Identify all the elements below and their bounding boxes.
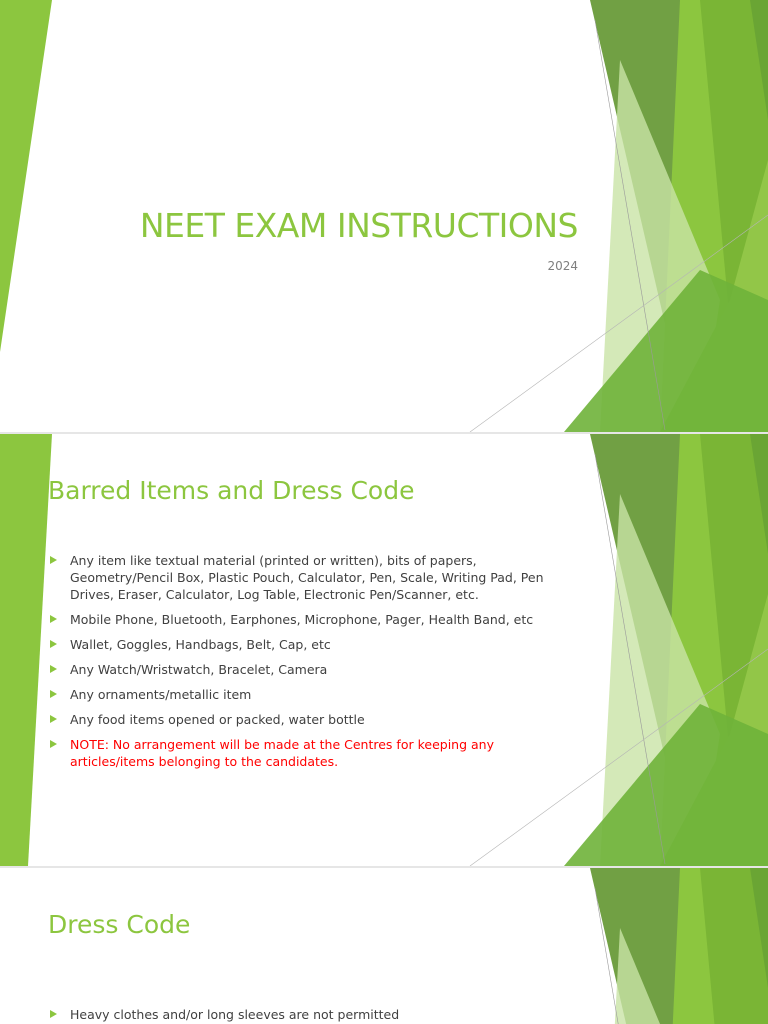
- bullet-arrow-icon: [50, 615, 57, 623]
- bullet-arrow-icon: [50, 556, 57, 564]
- title-slide: [0, 0, 768, 432]
- bullet-arrow-icon: [50, 640, 57, 648]
- note-item: [48, 736, 568, 770]
- barred-items-slide: [0, 434, 768, 866]
- list-item: [48, 636, 568, 653]
- list-item: [48, 711, 568, 728]
- list-item: [48, 552, 568, 603]
- bullet-arrow-icon: [50, 690, 57, 698]
- bullet-text: Any item like textual material (printed or written), bits of papers, Geometry/Pencil Box, Plastic Pouch, Calculator, Pen, Scale, Writing Pad, Pen Drives, Eraser, Calculator, Log Table, Electronic Pen/Scanner, etc.: [70, 553, 544, 602]
- bullet-arrow-icon: [50, 665, 57, 673]
- bullet-text: Any ornaments/metallic item: [70, 687, 252, 702]
- slide-title: Barred Items and Dress Code: [48, 476, 415, 505]
- note-text: NOTE: No arrangement will be made at the Centres for keeping any articles/items belonging to the candidates.: [70, 737, 494, 769]
- bullet-list: [48, 552, 568, 778]
- list-item: [48, 686, 568, 703]
- presentation-subtitle: 2024: [547, 259, 578, 273]
- bullet-text: Any food items opened or packed, water bottle: [70, 712, 365, 727]
- dress-code-slide: [0, 868, 768, 1024]
- presentation-title: NEET EXAM INSTRUCTIONS: [139, 206, 578, 245]
- bullet-list: [48, 1006, 568, 1024]
- bullet-text: Mobile Phone, Bluetooth, Earphones, Microphone, Pager, Health Band, etc: [70, 612, 534, 627]
- list-item: [48, 661, 568, 678]
- right-facet-decoration: [0, 868, 768, 1024]
- bullet-arrow-icon: [50, 1010, 57, 1018]
- bullet-text: Heavy clothes and/or long sleeves are not permitted: [70, 1007, 400, 1022]
- bullet-arrow-icon: [50, 740, 57, 748]
- bullet-arrow-icon: [50, 715, 57, 723]
- slide-title: Dress Code: [48, 910, 191, 939]
- list-item: [48, 1006, 568, 1023]
- bullet-text: Wallet, Goggles, Handbags, Belt, Cap, etc: [70, 637, 331, 652]
- list-item: [48, 611, 568, 628]
- bullet-text: Any Watch/Wristwatch, Bracelet, Camera: [70, 662, 328, 677]
